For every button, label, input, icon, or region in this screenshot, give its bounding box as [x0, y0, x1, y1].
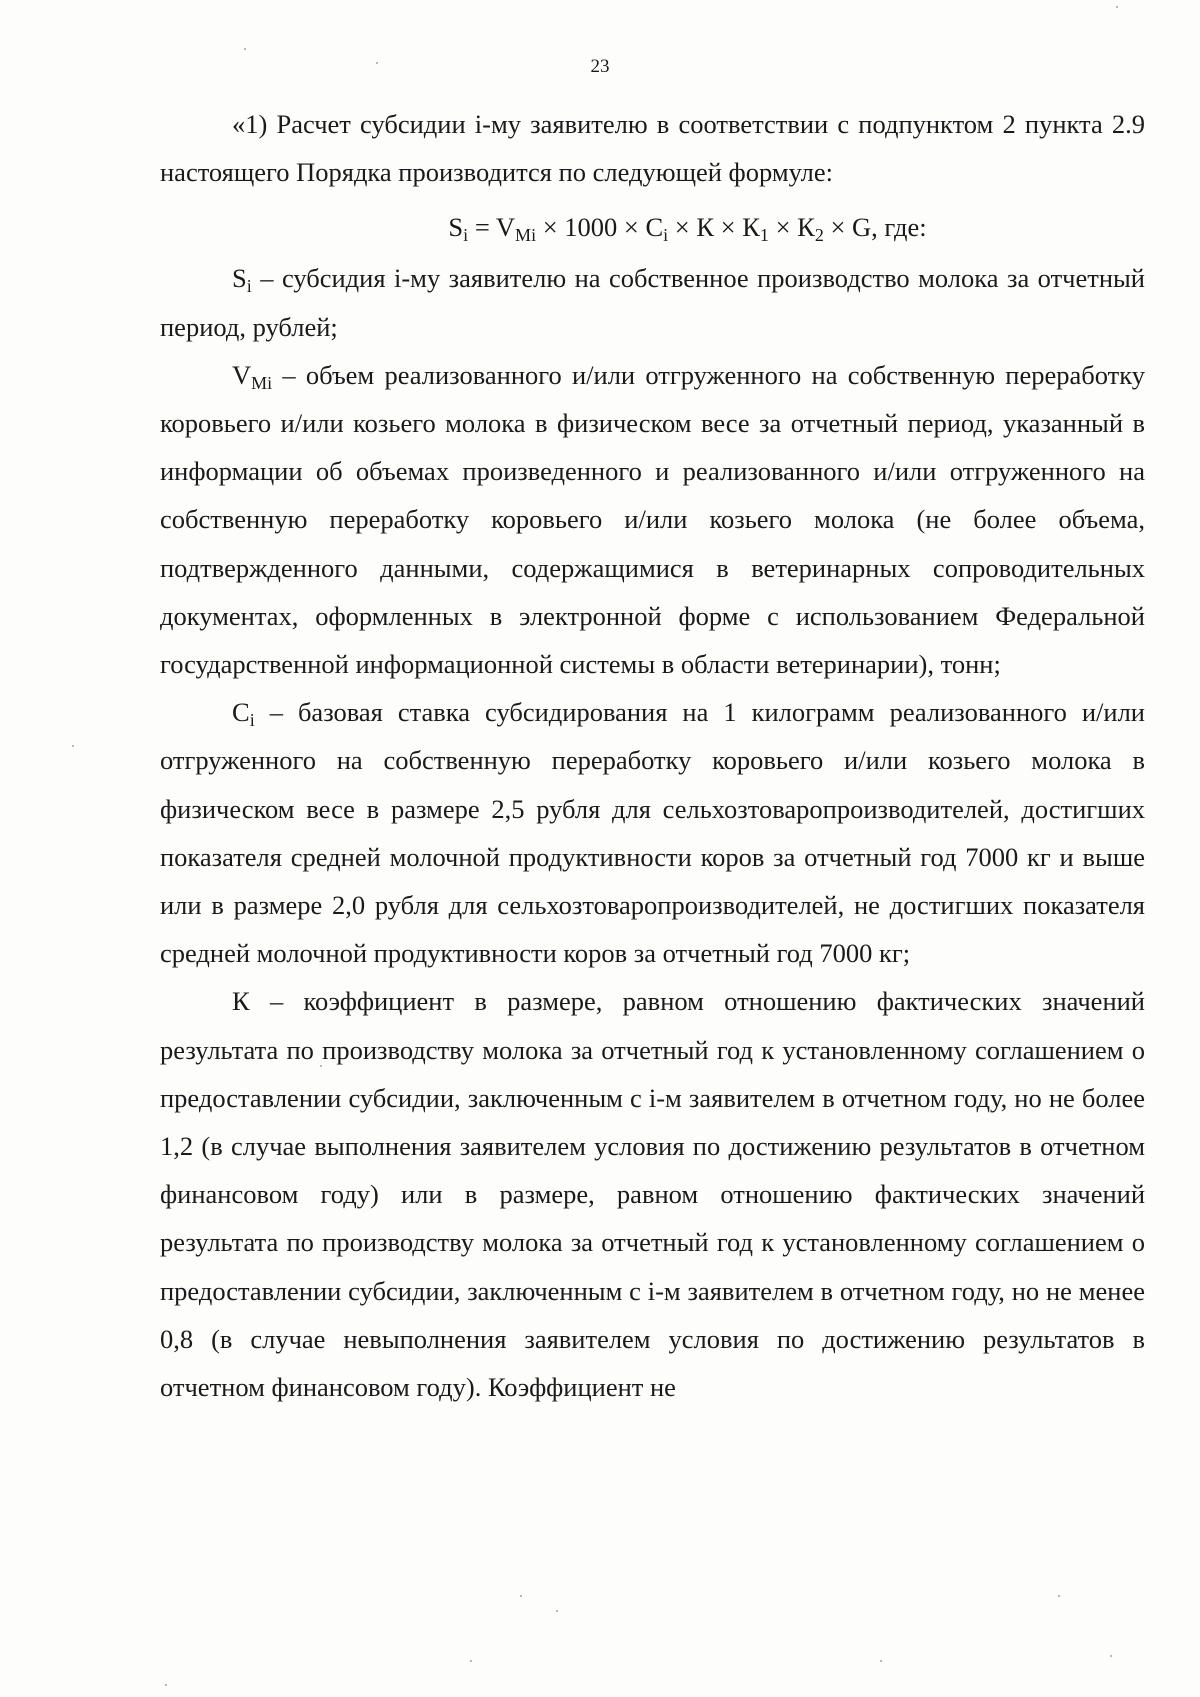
formula-subscript: 1	[759, 225, 769, 246]
formula-part: × 1000 × C	[536, 212, 664, 243]
definition-k: К – коэффициент в размере, равном отношению фактических значений результата по производству молока за отчетный год к установленному соглашением о предоставлении субсидии, заключенным с i-м заявителем в отчетном году, но не более 1,2 (в случае выполнения заявителем условия по достижению результатов в отчетном финансовом году) или в размере, равном отношению фактических значений результата по производству молока за отчетный год к установленному соглашением о предоставлении субсидии, заключенным с i-м заявителем в отчетном году, но не менее 0,8 (в случае невыполнения заявителем условия по достижению результатов в отчетном финансовом году). Коэффициент не	[160, 986, 1145, 1403]
symbol-subscript: i	[249, 710, 255, 731]
formula-part: × G, где:	[823, 212, 927, 243]
intro-paragraph: «1) Расчет субсидии i-му заявителю в соответствии с подпунктом 2 пункта 2.9 настоящего Порядка производится по следующей формуле:	[160, 109, 1145, 188]
definition-s	[160, 254, 1145, 350]
symbol-subscript: Mi	[251, 372, 273, 393]
subsidy-formula	[160, 200, 1145, 254]
symbol: S	[232, 263, 247, 294]
scan-speck	[165, 1684, 167, 1686]
scan-speck	[244, 48, 246, 50]
scan-speck	[470, 1660, 472, 1662]
scan-speck	[556, 1610, 558, 1612]
scan-speck	[520, 1595, 522, 1597]
definition-text: – базовая ставка субсидирования на 1 килограмм реализованного и/или отгруженного на собственную переработку коровьего и/или козьего молока в физическом весе в размере 2,5 рубля для сельхозтоваропроизводителей, достигших показателя средней молочной продуктивности коров за отчетный год 7000 кг и выше или в размере 2,0 рубля для сельхозтоваропроизводителей, не достигших показателя средней молочной продуктивности коров за отчетный год 7000 кг;	[160, 697, 1145, 969]
symbol: V	[232, 359, 252, 390]
formula-part: × К × К	[668, 212, 760, 243]
scan-speck	[1058, 1595, 1060, 1597]
page-number: 23	[590, 56, 610, 77]
formula-subscript: 2	[814, 225, 824, 246]
formula-subscript: i	[463, 225, 469, 246]
formula-part: S	[448, 212, 464, 243]
scan-speck	[72, 745, 74, 747]
formula-subscript: Mi	[515, 225, 537, 246]
definition-text: – субсидия i-му заявителю на собственное производство молока за отчетный период, рублей;	[160, 263, 1145, 342]
definition-c	[160, 688, 1145, 977]
document-body	[160, 100, 1145, 1411]
formula-subscript: i	[663, 225, 669, 246]
definition-text: – объем реализованного и/или отгруженного на собственную переработку коровьего и/или козьего молока в физическом весе за отчетный период, указанный в информации об объемах произведенного и реализованного и/или отгруженного на собственную переработку коровьего и/или козьего молока (не более объема, подтвержденного данными, содержащимися в ветеринарных сопроводительных документах, оформленных в электронной форме с использованием Федеральной государственной информационной системы в области ветеринарии), тонн;	[160, 359, 1145, 680]
scan-speck	[1116, 6, 1118, 8]
scan-speck	[1110, 1655, 1112, 1657]
scan-speck	[880, 1660, 882, 1662]
definition-v	[160, 351, 1145, 688]
formula-part: = V	[468, 212, 516, 243]
symbol: C	[232, 697, 250, 728]
formula-part: × К	[768, 212, 815, 243]
symbol-subscript: i	[246, 276, 252, 297]
